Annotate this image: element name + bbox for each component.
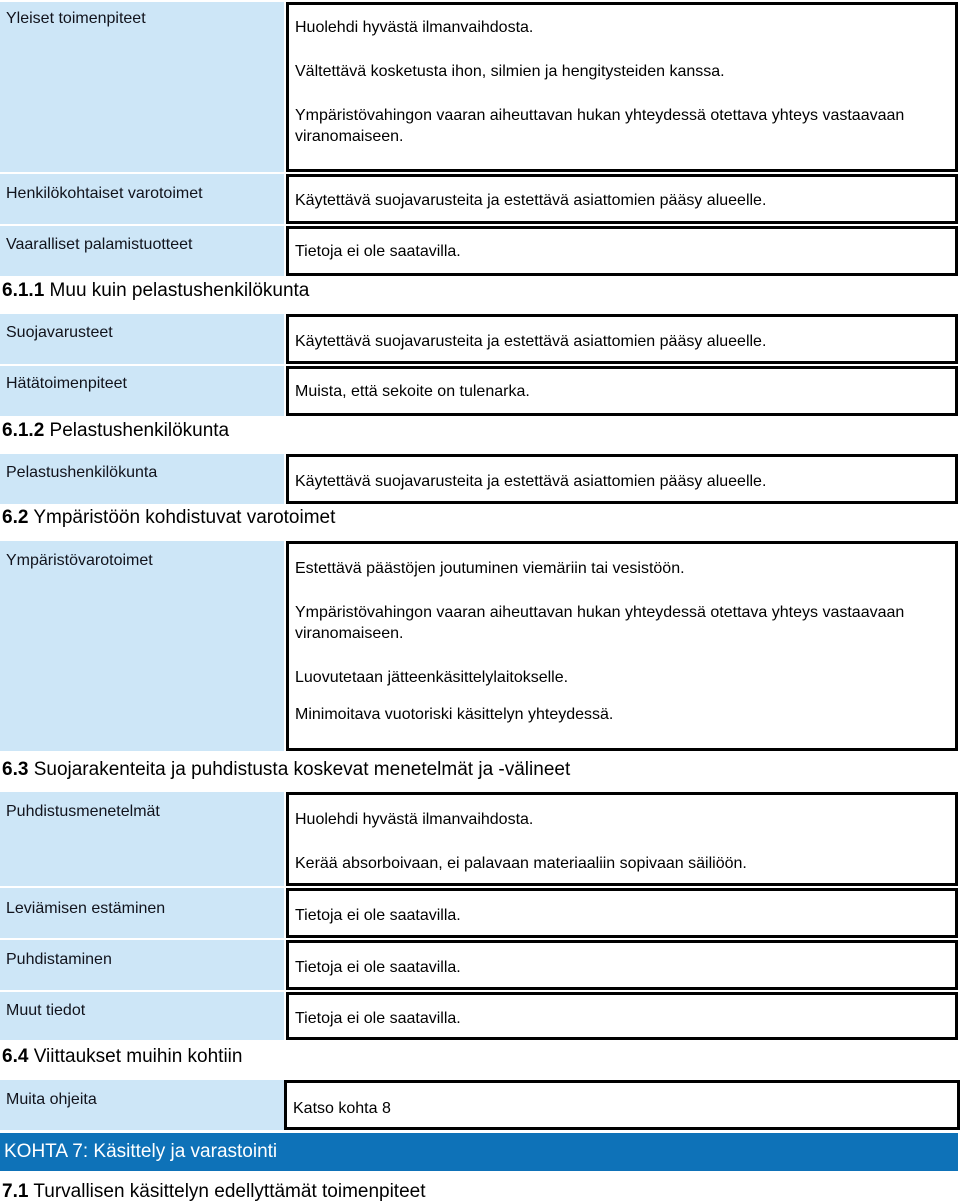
text-line: Kerää absorboivaan, ei palavaan materiaaliin sopivaan säiliöön. <box>295 855 747 872</box>
heading-6-1-1 <box>2 280 309 302</box>
text-line: Ympäristövahingon vaaran aiheuttavan hukan yhteydessä otettava yhteys vastaavaan viranomaiseen. <box>295 604 905 642</box>
heading-6-4 <box>2 1046 242 1068</box>
value-muita-ohjeita: Katso kohta 8 <box>284 1080 960 1130</box>
heading-number: 6.3 <box>2 759 29 780</box>
label-hatatoimenpiteet: Hätätoimenpiteet <box>0 366 284 416</box>
value-puhdistusmenetelmat <box>286 792 958 886</box>
heading-6-3 <box>2 759 570 781</box>
label-puhdistusmenetelmat: Puhdistusmenetelmät <box>0 792 284 886</box>
value-suojavarusteet: Käytettävä suojavarusteita ja estettävä asiattomien pääsy alueelle. <box>286 314 958 364</box>
text-line: Huolehdi hyvästä ilmanvaihdosta. <box>295 811 534 828</box>
text-line: Ympäristövahingon vaaran aiheuttavan hukan yhteydessä otettava yhteys vastaavaan viranomaiseen. <box>295 107 905 145</box>
value-muut-tiedot: Tietoja ei ole saatavilla. <box>286 992 958 1040</box>
value-henkilokohtaiset-varotoimet: Käytettävä suojavarusteita ja estettävä asiattomien pääsy alueelle. <box>286 174 958 224</box>
value-vaaralliset-palamistuotteet: Tietoja ei ole saatavilla. <box>286 226 958 276</box>
text-line: Luovutetaan jätteenkäsittelylaitokselle. <box>295 669 569 686</box>
heading-6-2 <box>2 507 335 529</box>
heading-text: Muu kuin pelastushenkilökunta <box>49 280 310 301</box>
value-pelastushenkilokunta: Käytettävä suojavarusteita ja estettävä asiattomien pääsy alueelle. <box>286 454 958 504</box>
value-ymparistovarotoimet <box>286 541 958 751</box>
text-line: Minimoitava vuotoriski käsittelyn yhteydessä. <box>295 706 614 723</box>
label-vaaralliset-palamistuotteet: Vaaralliset palamistuotteet <box>0 226 284 276</box>
label-puhdistaminen: Puhdistaminen <box>0 940 284 990</box>
label-suojavarusteet: Suojavarusteet <box>0 314 284 364</box>
section-bar-kohta-7: KOHTA 7: Käsittely ja varastointi <box>0 1133 958 1171</box>
label-leviamisen-estaminen: Leviämisen estäminen <box>0 888 284 938</box>
text-line: Huolehdi hyvästä ilmanvaihdosta. <box>295 19 534 36</box>
label-ymparistovarotoimet: Ympäristövarotoimet <box>0 541 284 751</box>
heading-text: Ympäristöön kohdistuvat varotoimet <box>33 507 336 528</box>
heading-text: Pelastushenkilökunta <box>49 420 230 441</box>
value-puhdistaminen: Tietoja ei ole saatavilla. <box>286 940 958 990</box>
heading-6-1-2 <box>2 420 229 442</box>
value-hatatoimenpiteet: Muista, että sekoite on tulenarka. <box>286 366 958 416</box>
heading-number: 6.4 <box>2 1046 29 1067</box>
label-pelastushenkilokunta: Pelastushenkilökunta <box>0 454 284 504</box>
label-henkilokohtaiset-varotoimet: Henkilökohtaiset varotoimet <box>0 174 284 224</box>
heading-text: Suojarakenteita ja puhdistusta koskevat menetelmät ja -välineet <box>33 759 571 780</box>
label-muut-tiedot: Muut tiedot <box>0 992 284 1040</box>
heading-number: 7.1 <box>2 1181 29 1202</box>
heading-text: Viittaukset muihin kohtiin <box>33 1046 243 1067</box>
value-yleiset-toimenpiteet <box>286 2 958 172</box>
heading-text: Turvallisen käsittelyn edellyttämät toimenpiteet <box>33 1181 426 1202</box>
text-line: Vältettävä kosketusta ihon, silmien ja hengitysteiden kanssa. <box>295 63 725 80</box>
heading-7-1 <box>2 1181 426 1203</box>
label-muita-ohjeita: Muita ohjeita <box>0 1080 284 1130</box>
heading-number: 6.2 <box>2 507 29 528</box>
label-yleiset-toimenpiteet: Yleiset toimenpiteet <box>0 2 284 172</box>
heading-number: 6.1.1 <box>2 280 45 301</box>
heading-number: 6.1.2 <box>2 420 45 441</box>
value-leviamisen-estaminen: Tietoja ei ole saatavilla. <box>286 888 958 938</box>
text-line: Estettävä päästöjen joutuminen viemäriin tai vesistöön. <box>295 560 685 577</box>
